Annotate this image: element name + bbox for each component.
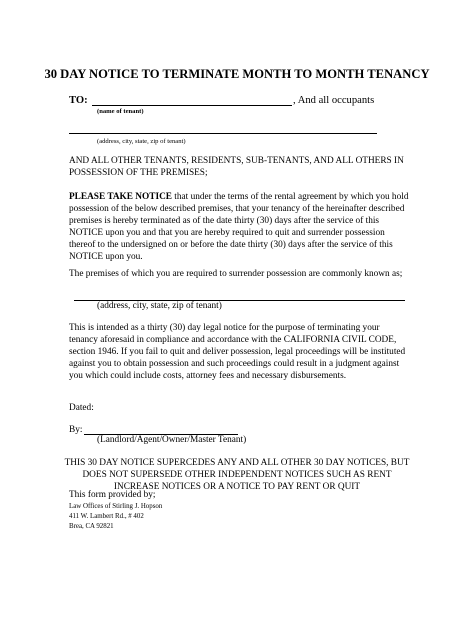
signer-caption: (Landlord/Agent/Owner/Master Tenant) — [97, 435, 247, 445]
provider-address: 411 W. Lambert Rd., # 402 — [69, 513, 144, 520]
tenant-address-line — [69, 124, 377, 134]
supersedes-notice: THIS 30 DAY NOTICE SUPERCEDES ANY AND ALL OTHER 30 DAY NOTICES, BUT DOES NOT SUPERSEDE OTHER INDEPENDENT NOTICES SUCH AS RENT INCREASE NOTICES OR A NOTICE TO PAY RENT OR QUIT — [64, 458, 410, 492]
provider-city: Brea, CA 92821 — [69, 523, 114, 530]
tenant-name-line — [92, 96, 292, 106]
notice-paragraph — [69, 191, 409, 263]
premises-address-line — [74, 291, 405, 301]
provider-heading: This form provided by; — [69, 490, 156, 500]
legal-paragraph: This is intended as a thirty (30) day legal notice for the purpose of terminating your tenancy aforesaid in compliance and accordance with the CALIFORNIA CIVIL CODE, section 1946. If you fail to quit and deliver possession, legal proceedings will be instituted against you to obtain possession and such proceedings could result in a judgment against you which could include costs, attorney fees and necessary disbursements. — [69, 323, 406, 381]
premises-paragraph: The premises of which you are required to surrender possession are commonly known as; — [69, 269, 403, 279]
to-label: TO: — [69, 95, 88, 106]
premises-address-caption: (address, city, state, zip of tenant) — [97, 301, 222, 311]
name-of-tenant-caption: (name of tenant) — [97, 108, 144, 115]
by-label: By: — [69, 425, 83, 435]
and-all-occupants: , And all occupants — [293, 95, 375, 106]
all-others-paragraph: AND ALL OTHER TENANTS, RESIDENTS, SUB-TENANTS, AND ALL OTHERS IN POSSESSION OF THE PREMISES; — [69, 156, 404, 178]
notice-lead: PLEASE TAKE NOTICE — [69, 192, 172, 202]
tenant-address-caption: (address, city, state, zip of tenant) — [97, 138, 186, 145]
dated-label: Dated: — [69, 403, 94, 413]
document-title: 30 DAY NOTICE TO TERMINATE MONTH TO MONTH TENANCY — [44, 67, 430, 81]
signature-line — [84, 425, 238, 435]
provider-name: Law Offices of Stirling J. Hopson — [69, 503, 163, 510]
notice-body: that under the terms of the rental agreement by which you hold possession of the below described premises, that your tenancy of the hereinafter described premises is hereby terminated as of the date thirty (30) days after the service of this NOTICE upon you and that you are hereby required to quit and surrender possession thereof to the undersigned on or before the date thirty (30) days after the service of this NOTICE upon you. — [69, 192, 409, 262]
